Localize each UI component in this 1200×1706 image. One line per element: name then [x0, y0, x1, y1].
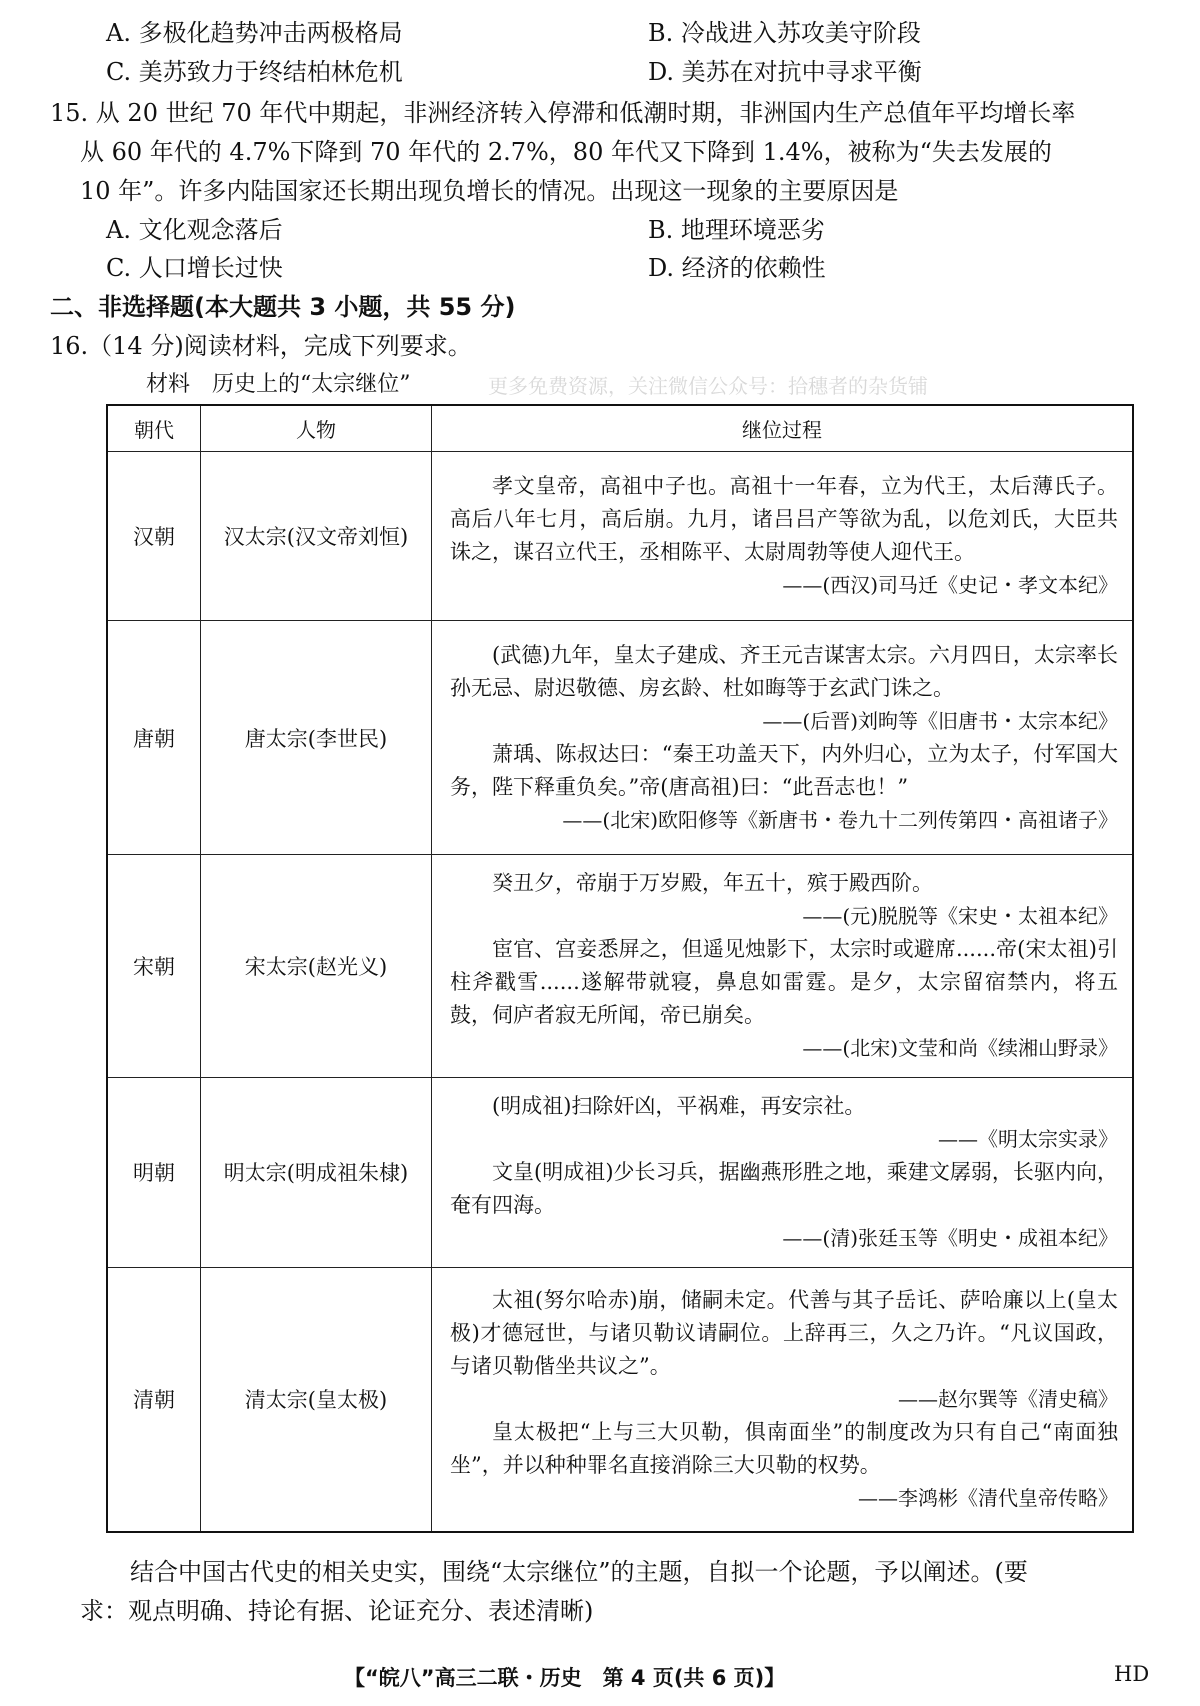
process-cell [432, 855, 1134, 1078]
table-row-qing [107, 1267, 1133, 1532]
process-text: 太祖(努尔哈赤)崩，储嗣未定。代善与其子岳讬、萨哈廉以上(皇太极)才德冠世，与诸贝勒议请嗣位。上辞再三，久之乃许。“凡议国政，与诸贝勒偕坐共议之”。 [450, 1287, 1118, 1378]
process-cell [432, 1267, 1134, 1532]
source-citation: ——(北宋)文莹和尚《续湘山野录》 [802, 1036, 1118, 1061]
source-citation: ——《明太宗实录》 [938, 1126, 1118, 1151]
person-cell: 清太宗(皇太极) [201, 1267, 432, 1532]
q15-option-c: C. 人口增长过快 [106, 254, 283, 282]
person-cell: 汉太宗(汉文帝刘恒) [201, 451, 432, 620]
footer-code: HD [1114, 1662, 1150, 1686]
dynasty-cell: 宋朝 [107, 855, 201, 1078]
dynasty-cell: 清朝 [107, 1267, 201, 1532]
source-citation: ——李鸿彬《清代皇帝传略》 [858, 1485, 1118, 1510]
q15-stem-line2: 从 60 年代的 4.7%下降到 70 年代的 2.7%，80 年代又下降到 1.4%，被称为“失去发展的 [80, 138, 1052, 166]
process-text: (明成祖)扫除奸凶，平祸难，再安宗社。 [492, 1093, 866, 1118]
source-citation: ——(西汉)司马迁《史记・孝文本纪》 [782, 572, 1118, 597]
process-text: 萧瑀、陈叔达曰：“秦王功盖天下，内外归心，立为太子，付军国大务，陛下释重负矣。”帝(唐高祖)曰：“此吾志也！” [450, 741, 1118, 799]
q16-stem: 16.（14 分)阅读材料，完成下列要求。 [50, 332, 472, 360]
q14-option-d: D. 美苏在对抗中寻求平衡 [648, 58, 922, 86]
source-citation: ——(后晋)刘昫等《旧唐书・太宗本纪》 [762, 708, 1118, 733]
process-text: 宦官、宫妾悉屏之，但遥见烛影下，太宗时或避席......帝(宋太祖)引柱斧戳雪......遂解带就寝，鼻息如雷霆。是夕，太宗留宿禁内，将五鼓，伺庐者寂无所闻，帝已崩矣。 [450, 937, 1118, 1028]
dynasty-cell: 明朝 [107, 1078, 201, 1267]
process-cell [432, 1078, 1134, 1267]
dynasty-cell: 唐朝 [107, 620, 201, 854]
header-process: 继位过程 [432, 405, 1134, 451]
source-citation: ——(北宋)欧阳修等《新唐书・卷九十二列传第四・高祖诸子》 [562, 807, 1118, 832]
q15-stem-line1: 15. 从 20 世纪 70 年代中期起，非洲经济转入停滞和低潮时期，非洲国内生产总值年平均增长率 [50, 99, 1076, 127]
table-row-song [107, 855, 1133, 1078]
q15-option-b: B. 地理环境恶劣 [648, 216, 825, 244]
q14-option-b: B. 冷战进入苏攻美守阶段 [648, 19, 921, 47]
person-cell: 唐太宗(李世民) [201, 620, 432, 854]
section2-title: 二、非选择题(本大题共 3 小题，共 55 分) [50, 293, 516, 321]
process-text: 孝文皇帝，高祖中子也。高祖十一年春，立为代王，太后薄氏子。高后八年七月，高后崩。九月，诸吕吕产等欲为乱，以危刘氏，大臣共诛之，谋召立代王，丞相陈平、太尉周勃等使人迎代王。 [450, 473, 1118, 564]
source-citation: ——(清)张廷玉等《明史・成祖本纪》 [782, 1225, 1118, 1250]
table-header-row [107, 405, 1133, 451]
header-person: 人物 [201, 405, 432, 451]
source-citation: ——赵尔巽等《清史稿》 [898, 1386, 1118, 1411]
table-row-ming [107, 1078, 1133, 1267]
q15-option-a: A. 文化观念落后 [106, 216, 283, 244]
q15-stem-line3: 10 年”。许多内陆国家还长期出现负增长的情况。出现这一现象的主要原因是 [80, 177, 899, 205]
process-cell [432, 620, 1134, 854]
dynasty-cell: 汉朝 [107, 451, 201, 620]
q16-task-line2: 求：观点明确、持论有据、论证充分、表述清晰) [80, 1597, 594, 1625]
watermark-text: 更多免费资源，关注微信公众号：拾穗者的杂货铺 [488, 374, 928, 398]
table-row-han [107, 451, 1133, 620]
process-text: 皇太极把“上与三大贝勒，俱南面坐”的制度改为只有自己“南面独坐”，并以种种罪名直接消除三大贝勒的权势。 [450, 1419, 1118, 1477]
source-citation: ——(元)脱脱等《宋史・太祖本纪》 [802, 904, 1118, 929]
succession-table [106, 404, 1134, 1533]
person-cell: 明太宗(明成祖朱棣) [201, 1078, 432, 1267]
q14-option-c: C. 美苏致力于终结柏林危机 [106, 58, 403, 86]
process-text: 癸丑夕，帝崩于万岁殿，年五十，殡于殿西阶。 [492, 871, 933, 896]
person-cell: 宋太宗(赵光义) [201, 855, 432, 1078]
process-cell [432, 451, 1134, 620]
page-footer: 【“皖八”高三二联・历史 第 4 页(共 6 页)】 [344, 1666, 786, 1690]
process-text: (武德)九年，皇太子建成、齐王元吉谋害太宗。六月四日，太宗率长孙无忌、尉迟敬德、房玄龄、杜如晦等于玄武门诛之。 [450, 642, 1118, 700]
q14-option-a: A. 多极化趋势冲击两极格局 [106, 19, 403, 47]
process-text: 文皇(明成祖)少长习兵，据幽燕形胜之地，乘建文孱弱，长驱内向，奄有四海。 [450, 1159, 1118, 1217]
table-row-tang [107, 620, 1133, 854]
q16-task-line1: 结合中国古代史的相关史实，围绕“太宗继位”的主题，自拟一个论题，予以阐述。(要 [130, 1558, 1028, 1586]
material-caption: 材料 历史上的“太宗继位” [146, 372, 411, 397]
header-dynasty: 朝代 [107, 405, 201, 451]
q15-option-d: D. 经济的依赖性 [648, 254, 826, 282]
